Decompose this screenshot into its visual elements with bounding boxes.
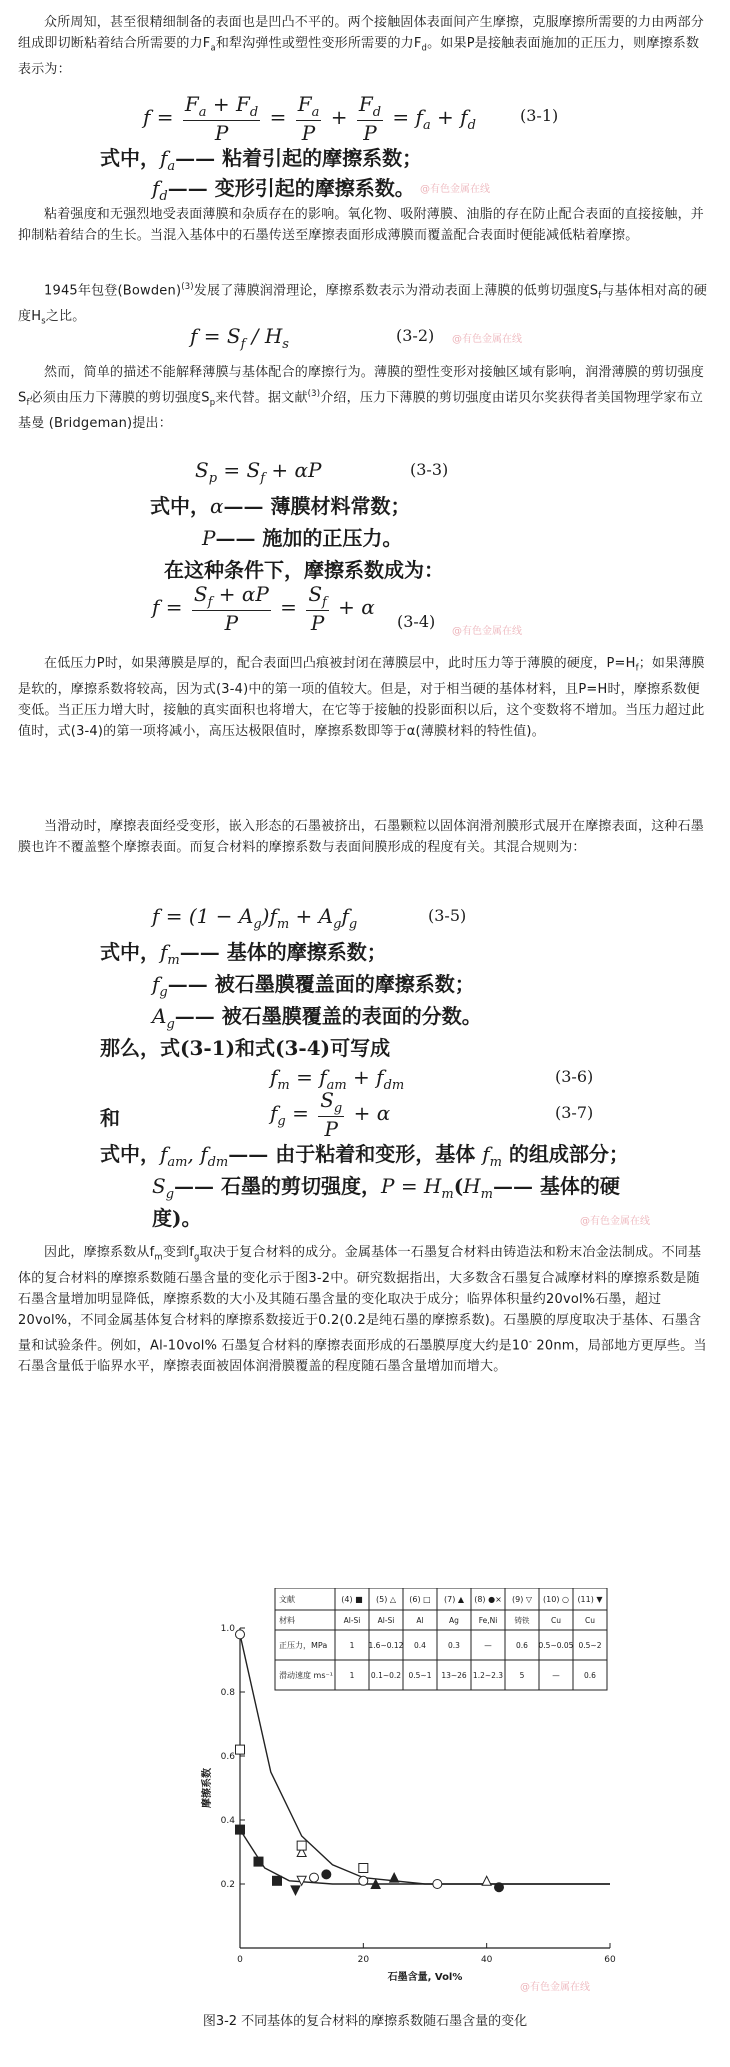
data-point — [495, 1883, 504, 1892]
where-fam-fdm: 式中，$f_{am}$, $f_{dm}——$ 由于粘着和变形，基体 $f_m$ 的组成部分； — [100, 1142, 629, 1170]
table-cell: 0.4 — [414, 1641, 426, 1650]
legend-table — [275, 1588, 607, 1690]
table-cell: 0.6 — [516, 1641, 528, 1650]
where-fd: $f_d——$ 变形引起的摩擦系数。 — [152, 176, 415, 204]
data-point — [236, 1745, 245, 1754]
paragraph-composite-materials: 因此，摩擦系数从$f_m$变到$f_g$取决于复合材料的成分。金属基体一石墨复合材料由铸造法和粉末冶金法制成。不同基体的复合材料的摩擦系数随石墨含量的变化示于图3-2中。研究数据指出，大多数含石墨复合减摩材料的摩擦系数是随石墨含量增加明显降低，摩擦系数的大小及其随石墨含量的变化取决于成分；临界体积量约20vol%石墨，超过20vol%，不同金属基体复合材料的摩擦系数接近于0.2(0.2是纯石墨的摩擦系数)。石墨膜的厚度取决于基体、石墨含量和试验条件。例如，Al-10vol% 石墨复合材料的摩擦表面形成的石墨膜厚度大约是10- 20nm，局部地方更厚些。当石墨含量低于临界水平，摩擦表面被固体润滑膜覆盖的程度随石墨含量增加而增大。 — [18, 1245, 707, 1374]
degree-text: 度)。 — [152, 1206, 202, 1230]
y-tick-label: 0.8 — [220, 1688, 235, 1698]
equation-number-3-5: (3-5) — [428, 906, 467, 925]
data-point — [359, 1876, 368, 1885]
table-row-head: 正压力，MPa — [279, 1641, 328, 1650]
table-cell: Ag — [449, 1616, 459, 1625]
equation-3-5: $f = (1 - A_g)f_m + A_gf_g$ — [152, 904, 358, 932]
curve-lower — [240, 1830, 610, 1884]
equation-number-3-6: (3-6) — [555, 1067, 594, 1086]
table-cell: (5) △ — [375, 1595, 397, 1604]
watermark: @有色金属在线 — [580, 1216, 650, 1227]
data-point — [310, 1873, 319, 1882]
table-cell: 0.3 — [448, 1641, 460, 1650]
table-cell: 1.2~2.3 — [472, 1671, 504, 1680]
where-fg: $f_g——$ 被石墨膜覆盖面的摩擦系数； — [152, 972, 475, 1000]
where-alpha: 式中，α—— 薄膜材料常数； — [150, 494, 411, 518]
table-cell: 5 — [519, 1671, 525, 1680]
watermark: @有色金属在线 — [520, 1982, 590, 1993]
equation-3-3: $S_p = S_f + \alpha P$ — [195, 458, 322, 486]
data-point — [390, 1873, 399, 1882]
table-cell: 0.1~0.2 — [370, 1671, 402, 1680]
table-cell: Cu — [551, 1616, 561, 1625]
y-tick-label: 0.4 — [220, 1816, 235, 1826]
table-cell: Al — [416, 1616, 424, 1625]
where-P: P—— 施加的正压力。 — [202, 526, 403, 550]
paragraph-sliding: 当滑动时，摩擦表面经受变形，嵌入形态的石墨被挤出，石墨颗粒以固体润滑剂膜形式展开在摩擦表面，这种石墨膜也许不覆盖整个摩擦表面。而复合材料的摩擦系数与表面间膜形成的程度有关。其混合规则为： — [18, 819, 705, 855]
y-tick-label: 1.0 — [220, 1624, 235, 1634]
and-text: 和 — [100, 1106, 120, 1130]
figure-3-2 — [180, 1588, 620, 2008]
where-Sg: $S_g——$ 石墨的剪切强度，$P = H_m(H_m——$ 基体的硬 — [152, 1174, 620, 1202]
table-cell: (10) ○ — [543, 1595, 569, 1604]
condition-text: 在这种条件下，摩擦系数成为： — [164, 558, 444, 582]
table-cell: Al-Si — [377, 1616, 395, 1625]
x-tick-label: 60 — [604, 1955, 616, 1965]
data-point — [359, 1864, 368, 1873]
data-point — [433, 1880, 442, 1889]
paragraph-shear-strength: 然而，简单的描述不能解释薄膜与基体配合的摩擦行为。薄膜的塑性变形对接触区域有影响，润滑薄膜的剪切强度$S_f$必须由压力下薄膜的剪切强度$S_p$来代替。据文献$^{(3)}$介绍，压力下薄膜的剪切强度由诺贝尔奖获得者美国物理学家布立基曼 (Bridgeman)提出： — [18, 365, 705, 431]
table-row-head: 材料 — [279, 1616, 295, 1625]
table-cell: (4) ■ — [341, 1595, 363, 1604]
watermark: @有色金属在线 — [452, 626, 522, 637]
table-cell: — — [552, 1671, 560, 1680]
data-point — [254, 1857, 263, 1866]
data-point — [322, 1870, 331, 1879]
table-cell: 0.5~2 — [578, 1641, 602, 1650]
equation-number-3-1: (3-1) — [520, 106, 559, 125]
y-tick-label: 0.6 — [220, 1752, 235, 1762]
table-cell: 1 — [349, 1671, 355, 1680]
data-point — [273, 1876, 282, 1885]
table-cell: (6) □ — [409, 1595, 431, 1604]
table-cell: (9) ▽ — [511, 1595, 533, 1604]
table-cell: Al-Si — [343, 1616, 361, 1625]
equation-3-2: $f = S_f / H_s$ — [190, 324, 289, 352]
paragraph-bowden: 1945年包登(Bowden)$^{(3)}$发展了薄膜润滑理论，摩擦系数表示为滑动表面上薄膜的低剪切强度$S_f$与基体相对高的硬度$H_s$之比。 — [18, 281, 708, 326]
watermark: @有色金属在线 — [420, 184, 490, 195]
x-tick-label: 20 — [357, 1955, 370, 1965]
table-cell: 铸铁 — [514, 1616, 530, 1625]
table-cell: 0.5~1 — [408, 1671, 432, 1680]
equation-3-7: $f_g$ = $\frac{S_g}{P}$ + α — [270, 1088, 391, 1141]
data-point — [236, 1825, 245, 1834]
data-point — [297, 1841, 306, 1850]
table-cell: (7) ▲ — [443, 1595, 465, 1604]
table-cell: (11) ▼ — [577, 1595, 603, 1604]
y-axis-label: 摩擦系数 — [202, 1768, 213, 1808]
data-point — [236, 1630, 245, 1639]
table-cell: 0.5~0.05 — [538, 1641, 574, 1650]
paragraph-adhesion: 粘着强度和无强烈地受表面薄膜和杂质存在的影响。氧化物、吸附薄膜、油脂的存在防止配合表面的直接接触，并抑制粘着结合的生长。当混入基体中的石墨传送至摩擦表面形成薄膜而覆盖配合表面时便能减低粘着摩擦。 — [18, 207, 705, 243]
data-point — [291, 1886, 300, 1895]
table-cell: (8) ●× — [474, 1595, 502, 1604]
table-cell: Fe,Ni — [478, 1616, 498, 1625]
table-row-head: 文献 — [279, 1595, 295, 1604]
equation-number-3-2: (3-2) — [396, 326, 435, 345]
watermark: @有色金属在线 — [452, 334, 522, 345]
paragraph-low-pressure: 在低压力P时，如果薄膜是厚的，配合表面凹凸痕被封闭在薄膜层中，此时压力等于薄膜的硬度，$P=H_f$；如果薄膜是软的，摩擦系数将较高，因为式(3-4)中的第一项的值较大。但是，对于相当硬的基体材料，且P=H时，摩擦系数便变低。当正压力增大时，接触的真实面积也将增大，在它等于接触的投影面积以后，这个变数将不增加。当压力超过此值时，式(3-4)的第一项将减小，高压达极限值时，摩擦系数即等于α(薄膜材料的特性值)。 — [18, 656, 705, 739]
where-fm: 式中，$f_m——$ 基体的摩擦系数； — [100, 940, 387, 968]
table-cell: 1 — [349, 1641, 355, 1650]
equation-number-3-7: (3-7) — [555, 1103, 594, 1122]
x-tick-label: 40 — [480, 1955, 493, 1965]
paragraph-intro: 众所周知，甚至很精细制备的表面也是凹凸不平的。两个接触固体表面间产生摩擦，克服摩擦所需要的力由两部分组成即切断粘着结合所需要的力$F_a$和犁沟弹性或塑性变形所需要的力$F_d$。如果P是接触表面施加的正压力，则摩擦系数表示为： — [18, 15, 705, 77]
equation-number-3-3: (3-3) — [410, 460, 449, 479]
x-axis-label: 石墨含量, Vol% — [387, 1972, 463, 1983]
data-point — [482, 1876, 491, 1885]
y-tick-label: 0.2 — [220, 1880, 235, 1890]
where-Ag: $A_g——$ 被石墨膜覆盖的表面的分数。 — [152, 1004, 482, 1032]
equation-3-6: $f_m = f_{am} + f_{dm}$ — [270, 1065, 405, 1093]
equation-number-3-4: (3-4) — [397, 612, 436, 631]
equation-3-1: f = $\frac{F_a + F_d}{P}$ = $\frac{F_a}{P}$ + $\frac{F_d}{P}$ = $f_a + f_d$ — [143, 92, 476, 145]
figure-caption: 图3-2 不同基体的复合材料的摩擦系数随石墨含量的变化 — [202, 2014, 528, 2029]
thus-text: 那么，式(3-1)和式(3-4)可写成 — [100, 1036, 391, 1060]
table-row-head: 滑动速度 ms⁻¹ — [279, 1671, 333, 1680]
table-cell: 0.6 — [584, 1671, 596, 1680]
where-fa: 式中，$f_a——$ 粘着引起的摩擦系数； — [100, 146, 423, 174]
equation-3-4: f = $\frac{S_f + \alpha P}{P}$ = $\frac{S_f}{P}$ + α — [152, 582, 375, 635]
x-tick-label: 0 — [237, 1955, 243, 1965]
table-cell: 13~26 — [441, 1671, 467, 1680]
table-cell: 1.6~0.12 — [368, 1641, 404, 1650]
table-cell: — — [484, 1641, 492, 1650]
table-cell: Cu — [585, 1616, 595, 1625]
